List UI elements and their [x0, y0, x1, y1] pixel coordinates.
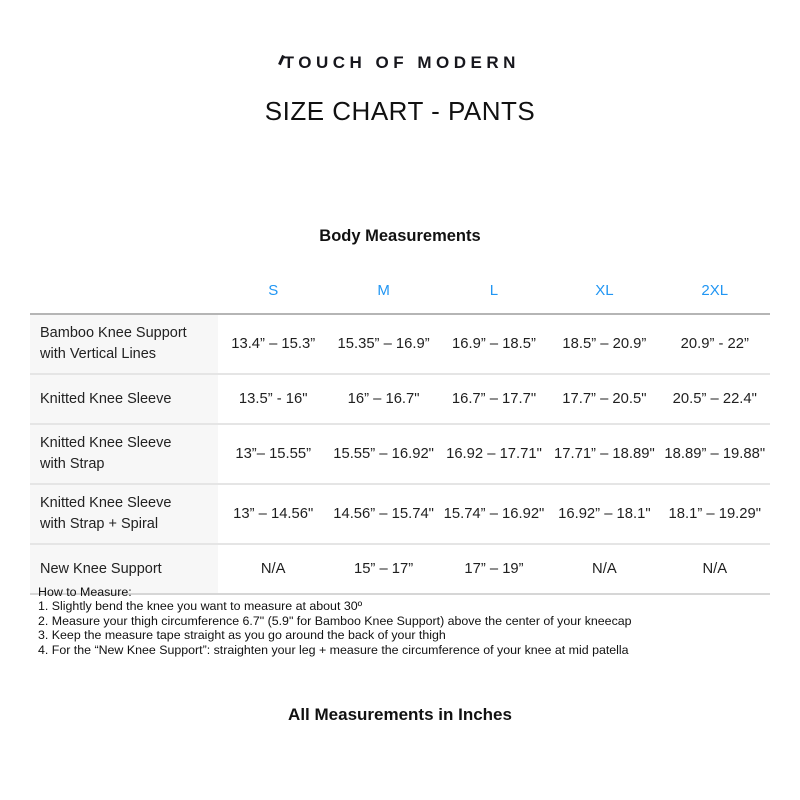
how-to-step-3: 3. Keep the measure tape straight as you go around the back of your thigh: [38, 628, 446, 643]
row-label: New Knee Support: [30, 544, 218, 594]
cell-value: 17.7” – 20.5": [562, 391, 647, 408]
cell-value: 18.5” – 20.9”: [562, 336, 647, 353]
cell-value: 14.56” – 15.74": [333, 506, 434, 523]
cell-value: N/A: [260, 561, 286, 578]
size-header-l: L: [439, 280, 549, 314]
size-header-spacer: [30, 280, 218, 314]
cell-value: 16.92 – 17.71": [446, 446, 542, 463]
how-to-step-4: 4. For the “New Knee Support”: straighten your leg + measure the circumference of your knee at mid patella: [38, 642, 629, 657]
size-chart-table: [30, 280, 770, 595]
cell-value: 20.9” - 22”: [680, 336, 749, 353]
size-header-xl: XL: [549, 280, 659, 314]
cell-value: 16.92” – 18.1": [558, 506, 651, 523]
size-header-m: M: [328, 280, 438, 314]
cell-value: N/A: [702, 561, 728, 578]
cell-value: 15.35” – 16.9”: [337, 336, 430, 353]
size-header-2xl: 2XL: [660, 280, 770, 314]
page-title: SIZE CHART - PANTS: [264, 96, 536, 126]
cell-value: 17.71” – 18.89": [554, 446, 655, 463]
cell-value: 20.5” – 22.4": [672, 391, 757, 408]
cell-value: 13.5” - 16": [238, 391, 308, 408]
cell-value: 13”– 15.55”: [235, 446, 312, 463]
cell-value: 16” – 16.7": [347, 391, 420, 408]
brand-logo: [0, 53, 800, 73]
row-label: Knitted Knee Sleeve: [30, 374, 218, 424]
size-header-row: [30, 280, 770, 314]
section-title: Body Measurements: [319, 227, 481, 245]
row-label: Knitted Knee Sleeve with Strap: [30, 424, 218, 484]
cell-value: 13” – 14.56": [233, 506, 314, 523]
cell-value: 16.9” – 18.5”: [452, 336, 536, 353]
brand-logo-text: TOUCH OF MODERN: [283, 53, 520, 72]
cell-value: 16.7” – 17.7": [451, 391, 537, 408]
cell-value: 15” – 17”: [353, 561, 414, 578]
cell-value: 15.74” – 16.92": [443, 506, 545, 523]
table-row: [30, 374, 770, 424]
table-row: [30, 314, 770, 374]
how-to-step-1: 1. Slightly bend the knee you want to measure at about 30º: [38, 599, 363, 614]
how-to-heading: How to Measure:: [38, 585, 132, 599]
cell-value: N/A: [592, 561, 617, 578]
table-row: [30, 484, 770, 544]
cell-value: 18.1” – 19.29": [668, 506, 762, 523]
cell-value: 17” – 19”: [464, 561, 524, 578]
how-to-step-2: 2. Measure your thigh circumference 6.7" (5.9" for Bamboo Knee Support) above the center of your kneecap: [38, 613, 632, 628]
cell-value: 13.4” – 15.3”: [231, 336, 316, 353]
how-to-measure-section: [38, 585, 768, 657]
table-row: [30, 424, 770, 484]
row-label: Bamboo Knee Support with Vertical Lines: [30, 314, 218, 374]
footer-note: All Measurements in Inches: [288, 705, 512, 724]
size-header-s: S: [218, 280, 328, 314]
row-label: Knitted Knee Sleeve with Strap + Spiral: [30, 484, 218, 544]
cell-value: 18.89” – 19.88": [664, 446, 766, 463]
cell-value: 15.55” – 16.92": [333, 446, 434, 463]
